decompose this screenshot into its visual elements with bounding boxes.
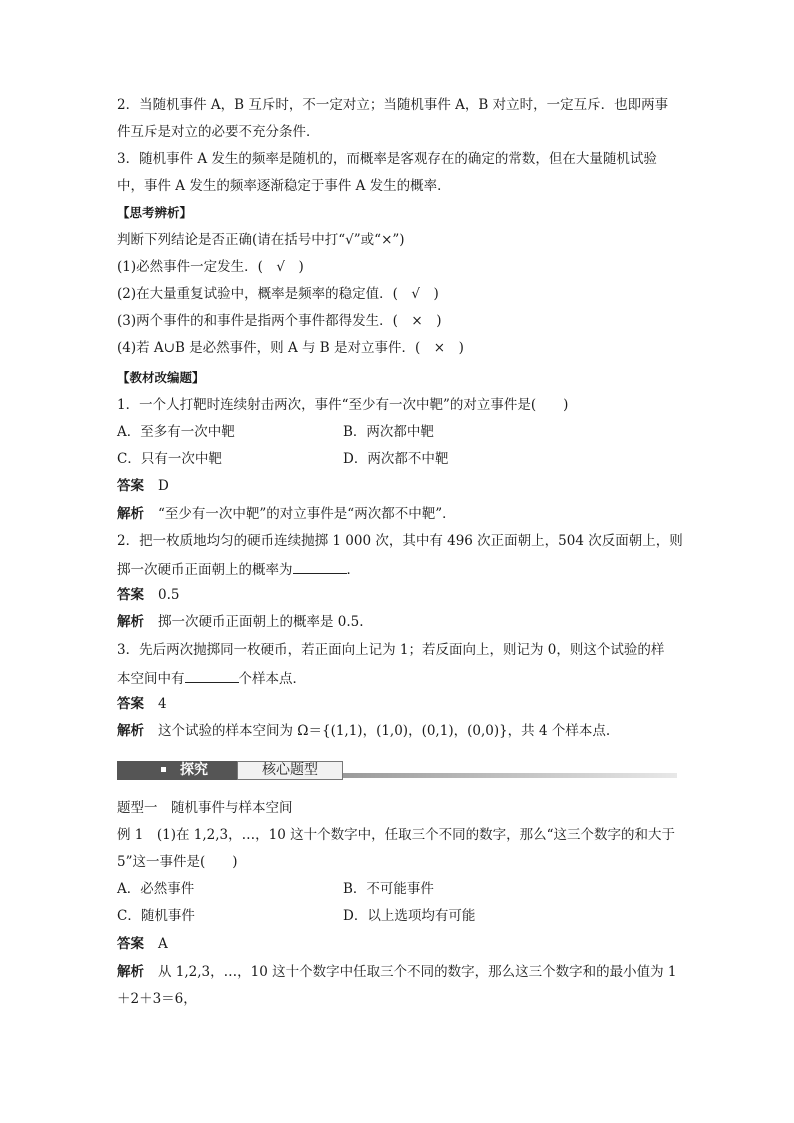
section-header-dark-text: 探究	[180, 762, 208, 778]
type-1-title: 题型一 随机事件与样本空间	[117, 800, 293, 816]
question-1-option-c: C．只有一次中靶	[117, 451, 222, 467]
question-2-text: 掷一次硬币正面朝上的概率为	[117, 562, 293, 578]
question-3-line-2	[117, 668, 306, 688]
analysis-text: 掷一次硬币正面朝上的概率是 0.5.	[158, 614, 364, 630]
think-item-3: (3)两个事件的和事件是指两个事件都得发生．( × )	[117, 313, 442, 329]
analysis-text: 这个试验的样本空间为 Ω＝{(1,1)，(1,0)，(0,1)，(0,0)}，共 4 个样本点.	[158, 723, 611, 739]
answer-label: 答案	[117, 478, 144, 494]
answer-label: 答案	[117, 696, 144, 712]
analysis-label: 解析	[117, 506, 144, 522]
think-item-1: (1)必然事件一定发生．( √ )	[117, 259, 304, 275]
think-intro: 判断下列结论是否正确(请在括号中打“√”或“×”)	[117, 232, 405, 248]
analysis-text: “至少有一次中靶”的对立事件是“两次都不中靶”．	[158, 506, 456, 522]
textbook-section-title: 【教材改编题】	[117, 370, 205, 385]
analysis-label: 解析	[117, 964, 144, 980]
section-header-bar	[117, 760, 677, 782]
example-1-option-c: C．随机事件	[117, 908, 195, 924]
section-header-rule	[343, 773, 677, 778]
answer-blank	[293, 559, 347, 574]
question-3-end: 个样本点．	[238, 671, 306, 687]
question-2-line-2	[117, 559, 360, 579]
example-1-analysis-line-2: ＋2＋3＝6，	[117, 991, 197, 1007]
question-1-option-d: D．两次都不中靶	[343, 451, 449, 467]
question-2-analysis	[117, 613, 364, 631]
example-1-option-a: A．必然事件	[117, 881, 195, 897]
question-3-answer	[117, 695, 167, 713]
answer-blank	[185, 668, 239, 683]
analysis-label: 解析	[117, 723, 144, 739]
answer-label: 答案	[117, 936, 144, 952]
think-section-title: 【思考辨析】	[117, 205, 193, 220]
question-1-option-a: A．至多有一次中靶	[117, 424, 235, 440]
answer-value: 0.5	[158, 587, 180, 603]
analysis-label: 解析	[117, 614, 144, 630]
paragraph-2-line-1: 2．当随机事件 A，B 互斥时，不一定对立；当随机事件 A，B 对立时，一定互斥．也即两事	[117, 97, 669, 113]
answer-label: 答案	[117, 587, 144, 603]
question-1-answer	[117, 477, 169, 495]
answer-value: A	[158, 936, 168, 952]
paragraph-2-line-2: 件互斥是对立的必要不充分条件．	[117, 124, 320, 140]
example-1-option-b: B．不可能事件	[343, 881, 434, 897]
think-item-4: (4)若 A∪B 是必然事件，则 A 与 B 是对立事件．( × )	[117, 340, 464, 356]
question-3-line-1: 3．先后两次抛掷同一枚硬币，若正面向上记为 1；若反面向上，则记为 0，则这个试验的样	[117, 642, 665, 658]
example-1-analysis-line-1	[117, 963, 677, 981]
question-2-end: ．	[346, 562, 360, 578]
section-header-light: 核心题型	[237, 761, 343, 780]
example-1-answer	[117, 935, 168, 953]
analysis-text: 从 1,2,3，…，10 这十个数字中任取三个不同的数字，那么这三个数字和的最小值为 1	[158, 964, 677, 980]
example-1-option-d: D．以上选项均有可能	[343, 908, 476, 924]
question-3-text: 本空间中有	[117, 671, 185, 687]
question-3-analysis	[117, 722, 610, 740]
answer-value: D	[158, 478, 169, 494]
question-1-stem: 1．一个人打靶时连续射击两次，事件“至少有一次中靶”的对立事件是( )	[117, 397, 569, 413]
think-item-2: (2)在大量重复试验中，概率是频率的稳定值．( √ )	[117, 286, 439, 302]
example-1-line-2: 5”这一事件是( )	[117, 854, 238, 870]
square-bullet-icon	[161, 767, 166, 772]
section-header-dark	[117, 761, 237, 780]
paragraph-3-line-1: 3．随机事件 A 发生的频率是随机的，而概率是客观存在的确定的常数，但在大量随机试验	[117, 151, 657, 167]
paragraph-3-line-2: 中，事件 A 发生的频率逐渐稳定于事件 A 发生的概率．	[117, 178, 451, 194]
question-2-answer	[117, 586, 179, 604]
question-2-line-1: 2．把一枚质地均匀的硬币连续抛掷 1 000 次，其中有 496 次正面朝上，504 次反面朝上，则	[117, 533, 683, 549]
example-1-line-1: 例 1 (1)在 1,2,3，…，10 这十个数字中，任取三个不同的数字，那么“这三个数字的和大于	[117, 827, 676, 843]
question-1-option-b: B．两次都中靶	[343, 424, 434, 440]
answer-value: 4	[158, 696, 167, 712]
question-1-analysis	[117, 505, 456, 523]
